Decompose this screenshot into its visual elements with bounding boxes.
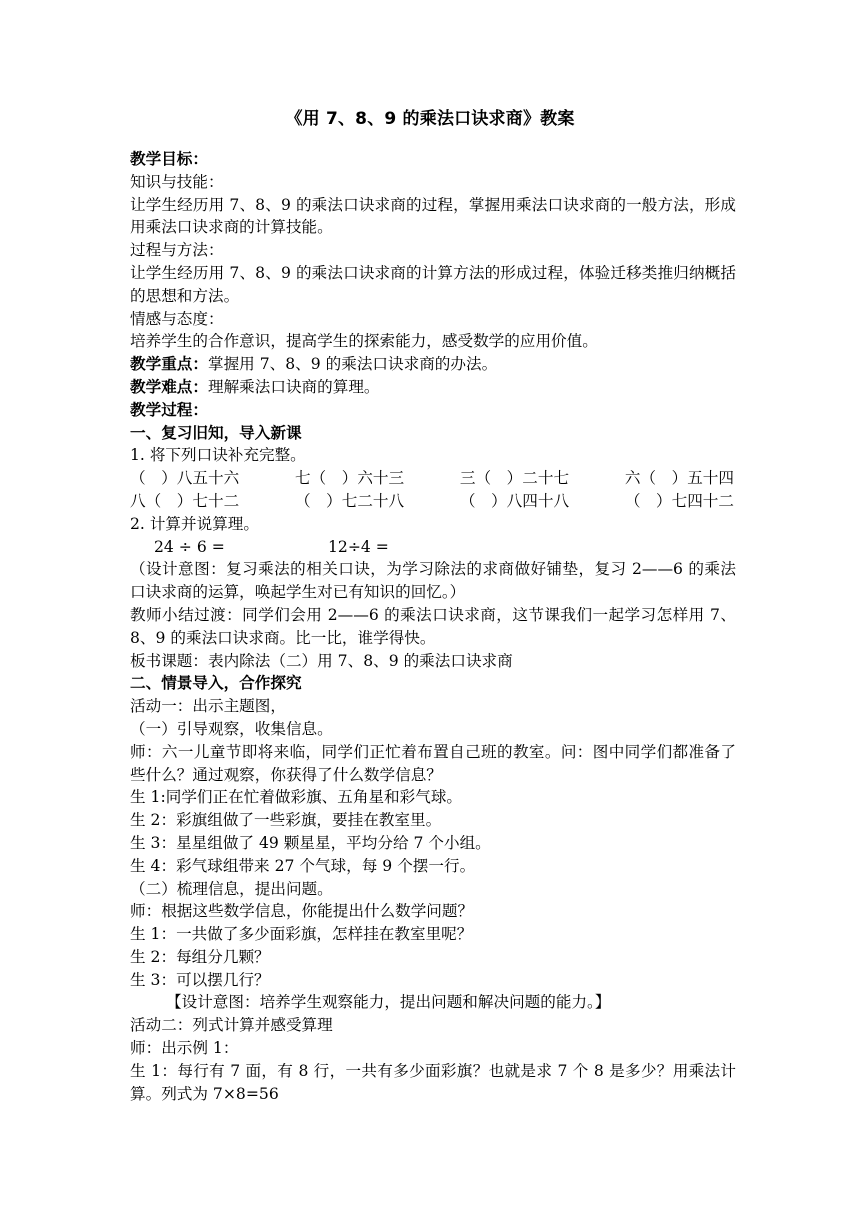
difficulty-point: [130, 376, 736, 399]
emotion-text: 培养学生的合作意识，提高学生的探索能力，感受数学的应用价值。: [130, 332, 598, 351]
rhyme-item: （ ）七四十二: [624, 491, 734, 510]
key-point-label: 教学重点：: [130, 355, 208, 374]
student-question-2: 生 2：每组分几颗？: [130, 947, 270, 966]
student-question-1: 生 1：一共做了多少面彩旗，怎样挂在教室里呢？: [130, 925, 473, 944]
design-intent-2: 【设计意图：培养学生观察能力，提出问题和解决问题的能力。】: [166, 993, 611, 1012]
rhymes-row-2: [130, 490, 736, 513]
calc-item-1: 24 ÷ 6 =: [154, 537, 225, 556]
part1-heading: 一、复习旧知，导入新课: [130, 423, 302, 442]
rhyme-item: 六（ ）五十四: [624, 469, 734, 488]
process-text: 让学生经历用 7、8、9 的乘法口诀求商的计算方法的形成过程，体验迁移类推归纳概括的思想和方法。: [130, 263, 736, 305]
student-1: 生 1:同学们正在忙着做彩旗、五角星和彩气球。: [130, 788, 463, 807]
step1: （一）引导观察，收集信息。: [130, 719, 333, 738]
teacher-question-1: 师：六一儿童节即将来临，同学们正忙着布置自己班的教室。问：图中同学们都准备了些什么？通过观察，你获得了什么数学信息？: [130, 742, 736, 784]
student-question-3: 生 3：可以摆几行？: [130, 970, 270, 989]
teaching-process-heading: 教学过程：: [130, 400, 208, 419]
student-2: 生 2：彩旗组做了一些彩旗，要挂在教室里。: [130, 811, 442, 830]
task1: 1. 将下列口诀补充完整。: [130, 446, 306, 465]
rhyme-item: 七（ ）六十三: [294, 469, 405, 488]
knowledge-text: 让学生经历用 7、8、9 的乘法口诀求商的过程，掌握用乘法口诀求商的一般方法，形成用乘法口诀求商的计算技能。: [130, 195, 736, 237]
process-heading: 过程与方法：: [130, 241, 224, 260]
activity2: 活动二：列式计算并感受算理: [130, 1016, 333, 1035]
task2: 2. 计算并说算理。: [130, 514, 259, 533]
teacher-transition: 教师小结过渡：同学们会用 2——6 的乘法口诀求商，这节课我们一起学习怎样用 7、8、9 的乘法口诀求商。比一比，谁学得快。: [130, 605, 736, 647]
activity1: 活动一：出示主题图，: [130, 697, 286, 716]
calc-item-2: 12÷4 =: [328, 537, 389, 556]
part2-heading: 二、情景导入，合作探究: [130, 674, 302, 693]
student-3: 生 3：星星组做了 49 颗星星，平均分给 7 个小组。: [130, 833, 491, 852]
rhyme-item: （ ）八五十六: [130, 469, 240, 488]
student-4: 生 4：彩气球组带来 27 个气球，每 9 个摆一行。: [130, 856, 476, 875]
difficulty-text: 理解乘法口诀商的算理。: [207, 377, 380, 396]
rhyme-item: 三（ ）二十七: [459, 469, 570, 488]
board-title: 板书课题：表内除法（二）用 7、8、9 的乘法口诀求商: [130, 651, 513, 670]
knowledge-heading: 知识与技能：: [130, 172, 224, 191]
document-title: 《用 7、8、9 的乘法口诀求商》教案: [285, 109, 575, 129]
key-point-text: 掌握用 7、8、9 的乘法口诀求商的办法。: [207, 355, 498, 374]
student-answer-1: 生 1：每行有 7 面，有 8 行，一共有多少面彩旗？也就是求 7 个 8 是多少？用乘法计算。列式为 7×8=56: [130, 1061, 736, 1103]
difficulty-label: 教学难点：: [130, 377, 208, 396]
teacher-example: 师：出示例 1：: [130, 1039, 239, 1058]
key-point: [130, 353, 736, 376]
teaching-goals-heading: 教学目标：: [130, 150, 208, 168]
rhyme-item: 八（ ）七十二: [130, 491, 240, 510]
rhyme-item: （ ）七二十八: [294, 491, 405, 510]
emotion-heading: 情感与态度：: [130, 309, 224, 328]
teacher-question-2: 师：根据这些数学信息，你能提出什么数学问题？: [130, 902, 474, 921]
calc-row: [130, 536, 736, 559]
rhymes-row-1: [130, 467, 736, 490]
document-body: [130, 148, 736, 1105]
rhyme-item: （ ）八四十八: [459, 491, 570, 510]
design-intent-1: （设计意图：复习乘法的相关口诀，为学习除法的求商做好铺垫，复习 2——6 的乘法口诀求商的运算，唤起学生对已有知识的回忆。）: [130, 560, 736, 602]
step2: （二）梳理信息，提出问题。: [130, 879, 333, 898]
